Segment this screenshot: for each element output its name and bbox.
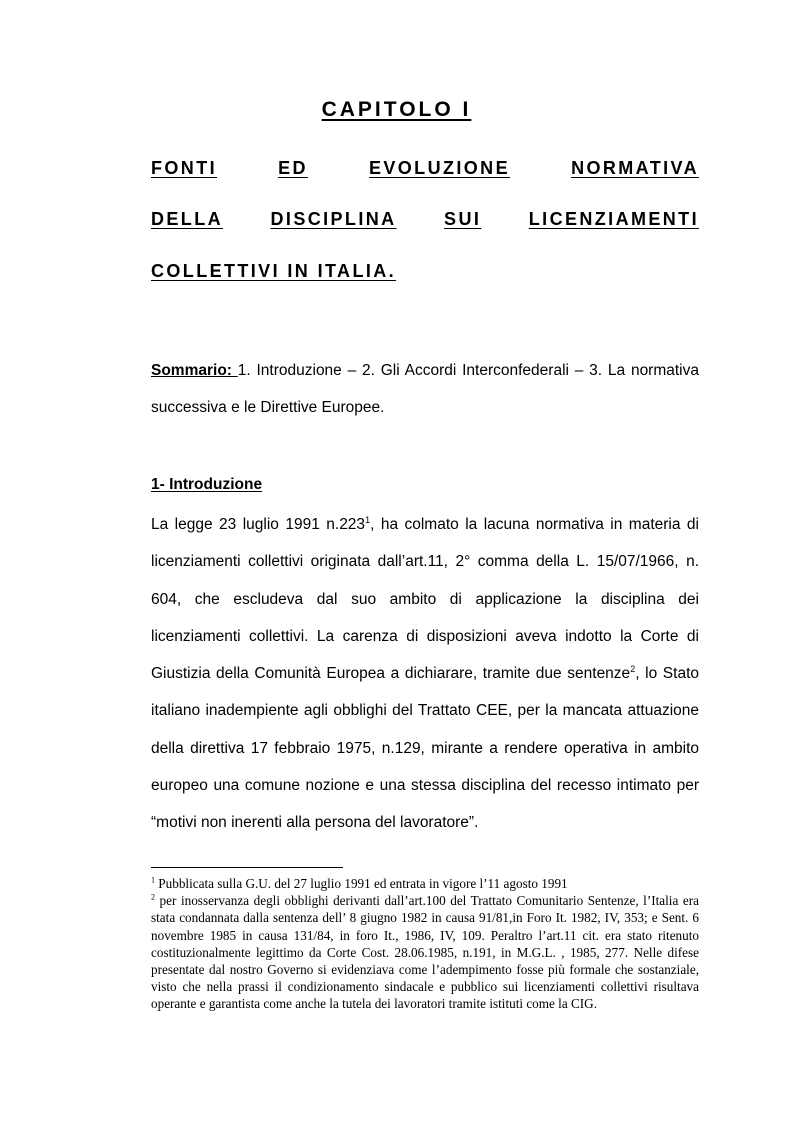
summary-label: Sommario: — [151, 362, 238, 379]
footnote-ref: 1 — [365, 514, 371, 525]
footnote-ref: 2 — [630, 664, 636, 675]
footnote-text: per inosservanza degli obblighi derivanti dall’art.100 del Trattato Comunitario Sentenze, l’Italia era stata condannata dalla sentenza dell’ 8 giugno 1982 in causa 91/81,in Foro It. 1982, IV, 353; e Sent. 6 novembre 1985 in causa 131/84, in foro It., 1986, IV, 109. Peraltro l’art.11 cit. era stato ritenuto costituzionalmente legittimo da Corte Cost. 28.06.1985, n.191, in M.G.L. , 1985, 277. Nelle difese presentate dal nostro Governo si evidenziava come l’adempimento fosse più formale che sostanziale, visto che nella prassi il condizionamento sindacale e pubblico sui licenziamenti collettivi risultava operante e garantista come anche la tutela dei lavoratori tramite istituti come la CIG. — [151, 893, 699, 1012]
footnotes — [151, 875, 699, 1013]
body-text-part: , ha colmato la lacuna normativa in materia di licenziamenti collettivi originata dall’art.11, 2° comma della L. 15/07/1966, n. 604, che escludeva dal suo ambito di applicazione la disciplina dei licenziamenti collettivi. La carenza di disposizioni aveva indotto la Corte di Giustizia della Comunità Europea a dichiarare, tramite due sentenze — [151, 516, 699, 683]
heading-word: EVOLUZIONE — [368, 158, 510, 178]
summary-text: 1. Introduzione – 2. Gli Accordi Interconfederali – 3. La normativa successiva e le Direttive Europee. — [151, 362, 700, 417]
footnote-text: Pubblicata sulla G.U. del 27 luglio 1991 ed entrata in vigore l’11 agosto 1991 — [155, 876, 568, 891]
heading-line-2 — [151, 207, 699, 231]
heading-word: DISCIPLINA — [270, 209, 397, 229]
footnote-separator — [151, 867, 343, 868]
heading-line-1 — [151, 156, 699, 180]
heading-word: LICENZIAMENTI — [528, 209, 699, 229]
footnote — [151, 875, 699, 892]
heading-word: ED — [278, 158, 308, 178]
chapter-title: CAPITOLO I — [321, 98, 472, 121]
footnote-number: 1 — [151, 875, 155, 885]
heading-word: COLLETTIVI IN ITALIA. — [151, 261, 397, 281]
heading-word: NORMATIVA — [571, 158, 699, 178]
summary-paragraph — [151, 352, 699, 427]
heading-word: SUI — [444, 209, 482, 229]
heading-word: DELLA — [151, 209, 223, 229]
heading-line-3 — [151, 259, 699, 283]
body-paragraph — [151, 506, 699, 842]
section-heading: 1- Introduzione — [151, 476, 263, 493]
heading-word: FONTI — [151, 158, 217, 178]
body-text-part: La legge 23 luglio 1991 n.223 — [151, 516, 366, 533]
footnote — [151, 892, 699, 1012]
body-text-part: , lo Stato italiano inadempiente agli obblighi del Trattato CEE, per la mancata attuazione della direttiva 17 febbraio 1975, n.129, mirante a rendere operativa in ambito europeo una comune nozione e una stessa disciplina del recesso intimato per “motivi non inerenti alla persona del lavoratore”. — [151, 665, 699, 832]
footnote-number: 2 — [151, 892, 155, 902]
